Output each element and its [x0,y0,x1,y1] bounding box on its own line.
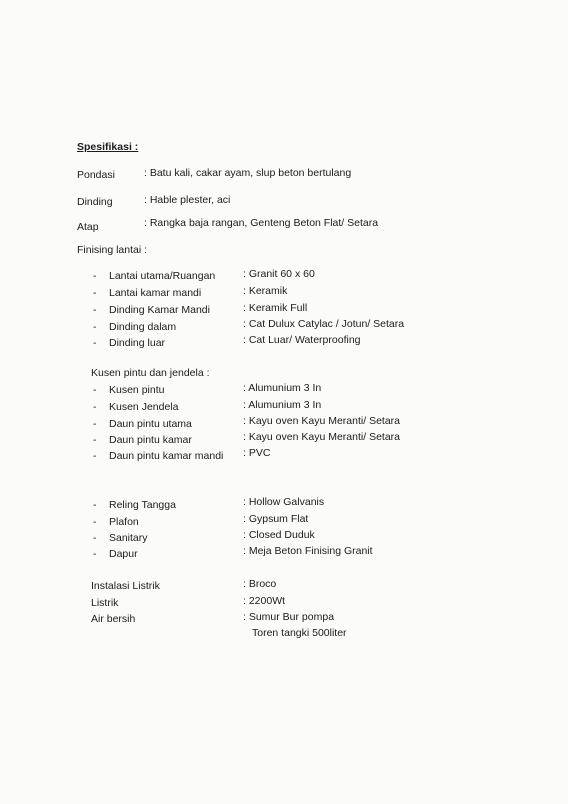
bullet-dash: - [93,401,97,413]
finishing-label: Lantai utama/Ruangan [109,270,216,282]
utilities-value: : Sumur Bur pompa [243,611,335,623]
others-label: Reling Tangga [109,499,176,511]
finishing-value: : Cat Dulux Catylac / Jotun/ Setara [243,318,405,330]
frames-label: Daun pintu utama [109,418,192,430]
others-label: Plafon [109,516,139,528]
frames-label: Kusen pintu [109,384,165,396]
utilities-value: : Broco [243,578,277,590]
bullet-dash: - [93,418,97,430]
others-label: Sanitary [109,532,148,544]
others-value: : Meja Beton Finising Granit [243,545,373,557]
spec-value-atap: : Rangka baja rangan, Genteng Beton Flat/ Setara [144,217,379,229]
spec-label-pondasi: Pondasi [77,169,115,181]
frames-value: : PVC [243,447,271,459]
others-value: : Closed Duduk [243,529,315,541]
frames-label: Kusen Jendela [109,401,179,413]
finishing-label: Lantai kamar mandi [109,287,202,299]
bullet-dash: - [93,450,97,462]
finishing-value: : Keramik [243,285,288,297]
utilities-label: Air bersih [91,613,136,625]
finishing-header: Finising lantai : [77,244,148,256]
utilities-value: : 2200Wt [243,595,286,607]
others-value: : Hollow Galvanis [243,496,325,508]
bullet-dash: - [93,516,97,528]
finishing-value: : Keramik Full [243,302,308,314]
frames-value: : Kayu oven Kayu Meranti/ Setara [243,415,401,427]
frames-value: : Alumunium 3 In [243,382,322,394]
finishing-value: : Granit 60 x 60 [243,268,315,280]
page-title: Spesifikasi : [77,141,139,153]
bullet-dash: - [93,548,97,560]
finishing-label: Dinding luar [109,337,166,349]
utilities-value-continued: Toren tangki 500liter [252,627,347,639]
spec-value-pondasi: : Batu kali, cakar ayam, slup beton bertulang [144,167,352,179]
frames-header: Kusen pintu dan jendela : [91,367,210,379]
bullet-dash: - [93,321,97,333]
bullet-dash: - [93,337,97,349]
finishing-value: : Cat Luar/ Waterproofing [243,334,361,346]
others-value: : Gypsum Flat [243,513,309,525]
frames-value: : Kayu oven Kayu Meranti/ Setara [243,431,401,443]
spec-label-atap: Atap [77,221,99,233]
bullet-dash: - [93,384,97,396]
bullet-dash: - [93,304,97,316]
bullet-dash: - [93,287,97,299]
frames-label: Daun pintu kamar [109,434,192,446]
frames-label: Daun pintu kamar mandi [109,450,224,462]
bullet-dash: - [93,499,97,511]
bullet-dash: - [93,532,97,544]
utilities-label: Instalasi Listrik [91,580,160,592]
spec-value-dinding: : Hable plester, aci [144,194,231,206]
utilities-label: Listrik [91,597,119,609]
bullet-dash: - [93,434,97,446]
bullet-dash: - [93,270,97,282]
finishing-label: Dinding dalam [109,321,177,333]
finishing-label: Dinding Kamar Mandi [109,304,210,316]
frames-value: : Alumunium 3 In [243,399,322,411]
others-label: Dapur [109,548,138,560]
spec-label-dinding: Dinding [77,196,113,208]
